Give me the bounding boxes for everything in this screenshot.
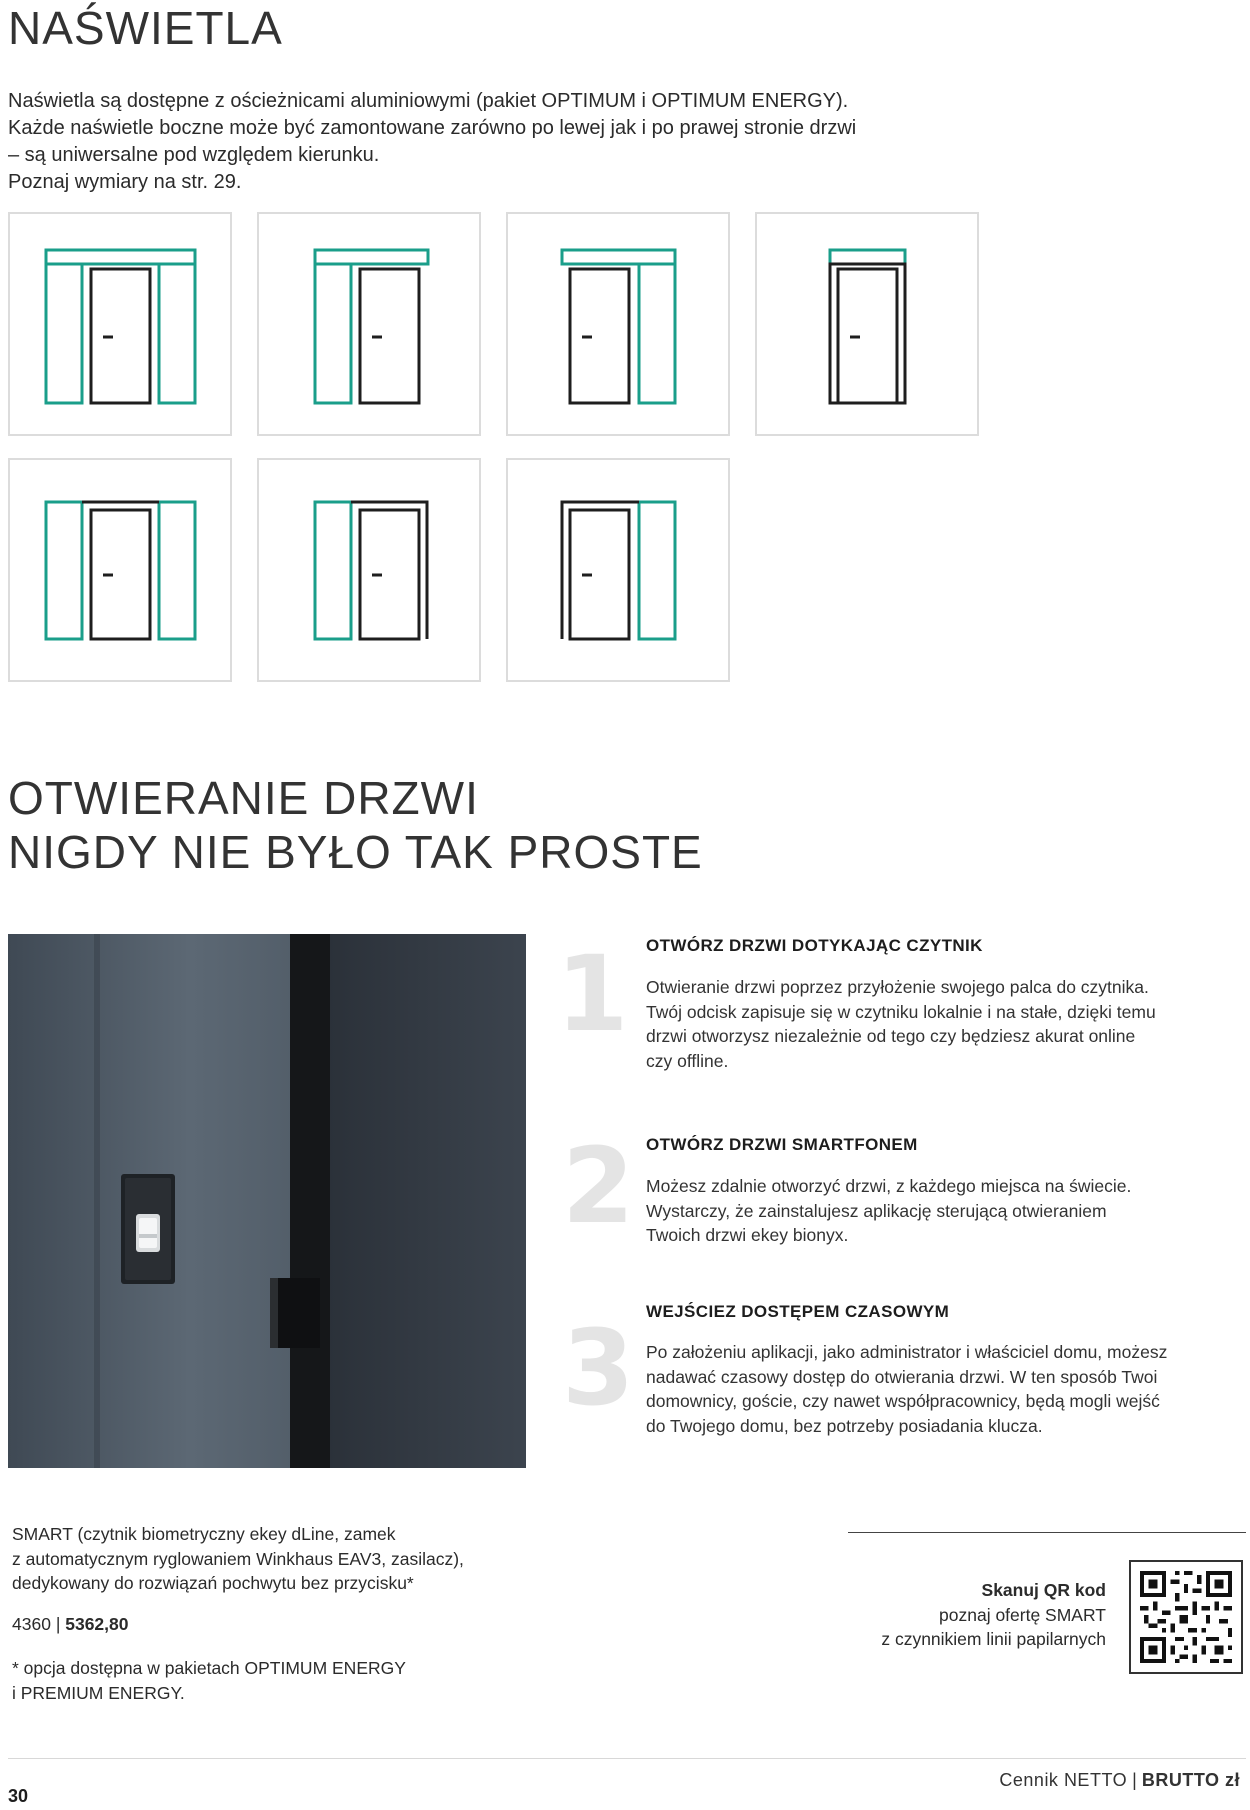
sidelight-config-7: [506, 458, 730, 682]
qr-code-icon: [1131, 1562, 1241, 1672]
intro-line: Naświetla są dostępne z ościeżnicami aluminiowymi (pakiet OPTIMUM i OPTIMUM ENERGY).: [8, 90, 849, 112]
feature-line: Po założeniu aplikacji, jako administrator i właściciel domu, możesz: [646, 1342, 1168, 1362]
door-fingerprint-reader-image: [8, 934, 526, 1468]
opening-title-line2: NIGDY NIE BYŁO TAK PROSTE: [8, 826, 703, 878]
qr-title: Skanuj QR kod: [981, 1580, 1106, 1600]
intro-line: Poznaj wymiary na str. 29.: [8, 171, 242, 193]
price-brutto: 5362,80: [65, 1614, 129, 1634]
footer-netto: Cennik NETTO: [999, 1770, 1128, 1790]
feature-text-1: [646, 975, 1236, 1073]
footer-separator: |: [1132, 1770, 1137, 1790]
sidelight-config-3: [506, 212, 730, 436]
door-transom-only-icon: [757, 214, 977, 434]
footer-brutto: BRUTTO zł: [1141, 1770, 1240, 1790]
sidelights-intro: [8, 88, 1008, 196]
feature-number-2: 2: [562, 1125, 635, 1247]
feature-line: czy offline.: [646, 1050, 729, 1071]
smart-description: [12, 1522, 592, 1596]
price-netto: 4360: [12, 1614, 51, 1634]
sidelight-config-2: [257, 212, 481, 436]
feature-text-2: [646, 1174, 1236, 1248]
smart-desc-line: SMART (czytnik biometryczny ekey dLine, zamek: [12, 1524, 396, 1544]
feature-title-3: WEJŚCIEZ DOSTĘPEM CZASOWYM: [646, 1302, 950, 1321]
sidelight-config-1: [8, 212, 232, 436]
qr-line1: poznaj ofertę SMART: [939, 1604, 1106, 1625]
door-both-sidelights-icon: [10, 460, 230, 680]
feature-line: do Twojego domu, bez potrzeby posiadania klucza.: [646, 1415, 1043, 1436]
door-reader-photo: [8, 934, 526, 1468]
qr-code[interactable]: [1129, 1560, 1243, 1674]
smart-note: [12, 1656, 592, 1705]
feature-line: domownicy, goście, czy nawet współpracownicy, będą mogli wejść: [646, 1391, 1160, 1411]
door-left-sidelight-icon: [259, 460, 479, 680]
footer-price-label: [999, 1770, 1240, 1791]
sidelights-title: NAŚWIETLA: [8, 2, 283, 54]
sidelight-config-5: [8, 458, 232, 682]
feature-line: Otwieranie drzwi poprzez przyłożenie swojego palca do czytnika.: [646, 977, 1149, 997]
note-line: i PREMIUM ENERGY.: [12, 1682, 185, 1703]
smart-desc-line: z automatycznym ryglowaniem Winkhaus EAV3, zasilacz),: [12, 1548, 464, 1569]
intro-line: Każde naświetle boczne może być zamontowane zarówno po lewej jak i po prawej stronie drzwi: [8, 117, 857, 139]
feature-line: Wystarczy, że zainstalujesz aplikację sterującą otwieraniem: [646, 1200, 1107, 1221]
opening-title-line1: OTWIERANIE DRZWI: [8, 772, 479, 824]
sidelight-config-6: [257, 458, 481, 682]
feature-line: Twój odcisk zapisuje się w czytniku lokalnie i na stałe, dzięki temu: [646, 1001, 1156, 1022]
sidelight-config-4: [755, 212, 979, 436]
smart-price: [12, 1612, 129, 1637]
qr-line2: z czynnikiem linii papilarnych: [881, 1629, 1106, 1649]
feature-number-3: 3: [562, 1307, 635, 1429]
qr-caption: [800, 1578, 1106, 1652]
footer-divider: [8, 1758, 1246, 1759]
door-left-sidelight-transom-icon: [259, 214, 479, 434]
feature-line: Możesz zdalnie otworzyć drzwi, z każdego miejsca na świecie.: [646, 1176, 1132, 1196]
door-right-sidelight-transom-icon: [508, 214, 728, 434]
opening-title: [8, 771, 703, 879]
feature-number-1: 1: [556, 933, 629, 1055]
door-right-sidelight-icon: [508, 460, 728, 680]
feature-line: nadawać czasowy dostęp do otwierania drzwi. W ten sposób Twoi: [646, 1366, 1158, 1387]
feature-title-1: OTWÓRZ DRZWI DOTYKAJĄC CZYTNIK: [646, 936, 983, 955]
door-both-sidelights-transom-icon: [10, 214, 230, 434]
smart-desc-line: dedykowany do rozwiązań pochwytu bez przycisku*: [12, 1573, 414, 1593]
feature-line: drzwi otworzysz niezależnie od tego czy będziesz akurat online: [646, 1026, 1136, 1046]
feature-text-3: [646, 1340, 1246, 1438]
page-number: 30: [8, 1786, 29, 1806]
feature-line: Twoich drzwi ekey bionyx.: [646, 1225, 849, 1245]
intro-line: – są uniwersalne pod względem kierunku.: [8, 144, 380, 166]
feature-title-2: OTWÓRZ DRZWI SMARTFONEM: [646, 1135, 918, 1154]
note-line: * opcja dostępna w pakietach OPTIMUM ENERGY: [12, 1658, 406, 1678]
price-separator: |: [55, 1614, 61, 1634]
qr-divider: [848, 1532, 1246, 1533]
